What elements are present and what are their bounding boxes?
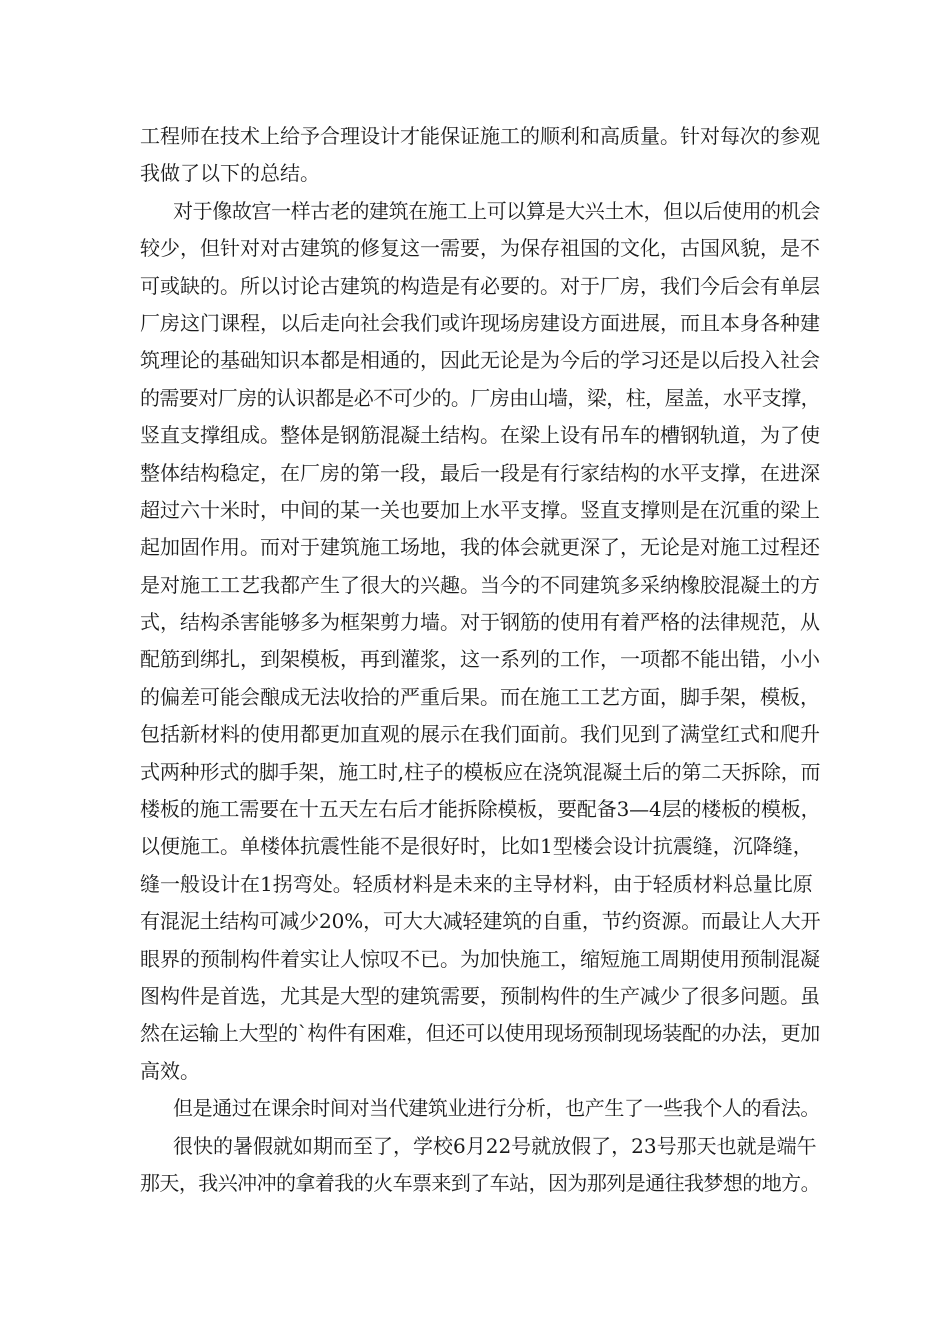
text-line: 起加固作用。而对于建筑施工场地，我的体会就更深了，无论是对施工过程还 bbox=[140, 535, 820, 560]
text-line: 但是通过在课余时间对当代建筑业进行分析，也产生了一些我个人的看法。 bbox=[173, 1096, 820, 1121]
body-text bbox=[140, 118, 820, 1202]
text-line: 然在运输上大型的`构件有困难，但还可以使用现场预制现场装配的办法，更加 bbox=[140, 1021, 820, 1046]
text-line: 是对施工工艺我都产生了很大的兴趣。当今的不同建筑多采纳橡胶混凝土的方 bbox=[140, 572, 820, 597]
text-line: 以便施工。单楼体抗震性能不是很好时，比如1型楼会设计抗震缝，沉降缝， bbox=[140, 834, 813, 859]
text-line: 整体结构稳定，在厂房的第一段，最后一段是有行家结构的水平支撑，在进深 bbox=[140, 460, 820, 485]
text-line: 高效。 bbox=[140, 1058, 200, 1083]
text-line: 竖直支撑组成。整体是钢筋混凝土结构。在梁上设有吊车的槽钢轨道，为了使 bbox=[140, 423, 820, 448]
text-line: 配筋到绑扎，到架模板，再到灌浆，这一系列的工作，一项都不能出错，小小 bbox=[140, 647, 820, 672]
text-line: 的偏差可能会酿成无法收拾的严重后果。而在施工工艺方面，脚手架，模板， bbox=[140, 684, 820, 709]
text-line: 式，结构杀害能够多为框架剪力墙。对于钢筋的使用有着严格的法律规范，从 bbox=[140, 610, 820, 635]
text-line: 很快的暑假就如期而至了，学校6月22号就放假了，23号那天也就是端午 bbox=[173, 1133, 817, 1158]
text-line: 工程师在技术上给予合理设计才能保证施工的顺利和高质量。针对每次的参观 bbox=[140, 124, 820, 148]
text-line: 对于像故宫一样古老的建筑在施工上可以算是大兴土木，但以后使用的机会 bbox=[173, 198, 820, 223]
text-line: 缝一般设计在1拐弯处。轻质材料是未来的主导材料，由于轻质材料总量比原 bbox=[140, 871, 813, 896]
text-line: 图构件是首选，尤其是大型的建筑需要，预制构件的生产减少了很多问题。虽 bbox=[140, 983, 820, 1008]
text-line: 的需要对厂房的认识都是必不可少的。厂房由山墙，梁，柱，屋盖，水平支撑， bbox=[140, 385, 820, 410]
text-line: 可或缺的。所以讨论古建筑的构造是有必要的。对于厂房，我们今后会有单层 bbox=[140, 273, 820, 298]
text-line: 式两种形式的脚手架，施工时,柱子的模板应在浇筑混凝土后的第二天拆除，而 bbox=[140, 759, 821, 784]
text-line: 筑理论的基础知识本都是相通的，因此无论是为今后的学习还是以后投入社会 bbox=[140, 348, 820, 373]
text-line: 有混泥土结构可减少20%，可大大减轻建筑的自重，节约资源。而最让人大开 bbox=[140, 909, 821, 934]
text-line: 那天，我兴冲冲的拿着我的火车票来到了车站，因为那列是通往我梦想的地方。 bbox=[140, 1170, 820, 1195]
text-line: 厂房这门课程，以后走向社会我们或许现场房建设方面进展，而且本身各种建 bbox=[140, 310, 820, 335]
text-line: 超过六十米时，中间的某一关也要加上水平支撑。竖直支撑则是在沉重的梁上 bbox=[140, 497, 820, 522]
text-line: 楼板的施工需要在十五天左右后才能拆除模板，要配备3—4层的楼板的模板， bbox=[140, 797, 821, 822]
text-line: 我做了以下的总结。 bbox=[140, 161, 320, 186]
text-line: 包括新材料的使用都更加直观的展示在我们面前。我们见到了满堂红式和爬升 bbox=[140, 722, 820, 747]
text-line: 眼界的预制构件着实让人惊叹不已。为加快施工，缩短施工周期使用预制混凝 bbox=[140, 946, 820, 971]
text-line: 较少，但针对对古建筑的修复这一需要，为保存祖国的文化，古国风貌，是不 bbox=[140, 236, 820, 261]
